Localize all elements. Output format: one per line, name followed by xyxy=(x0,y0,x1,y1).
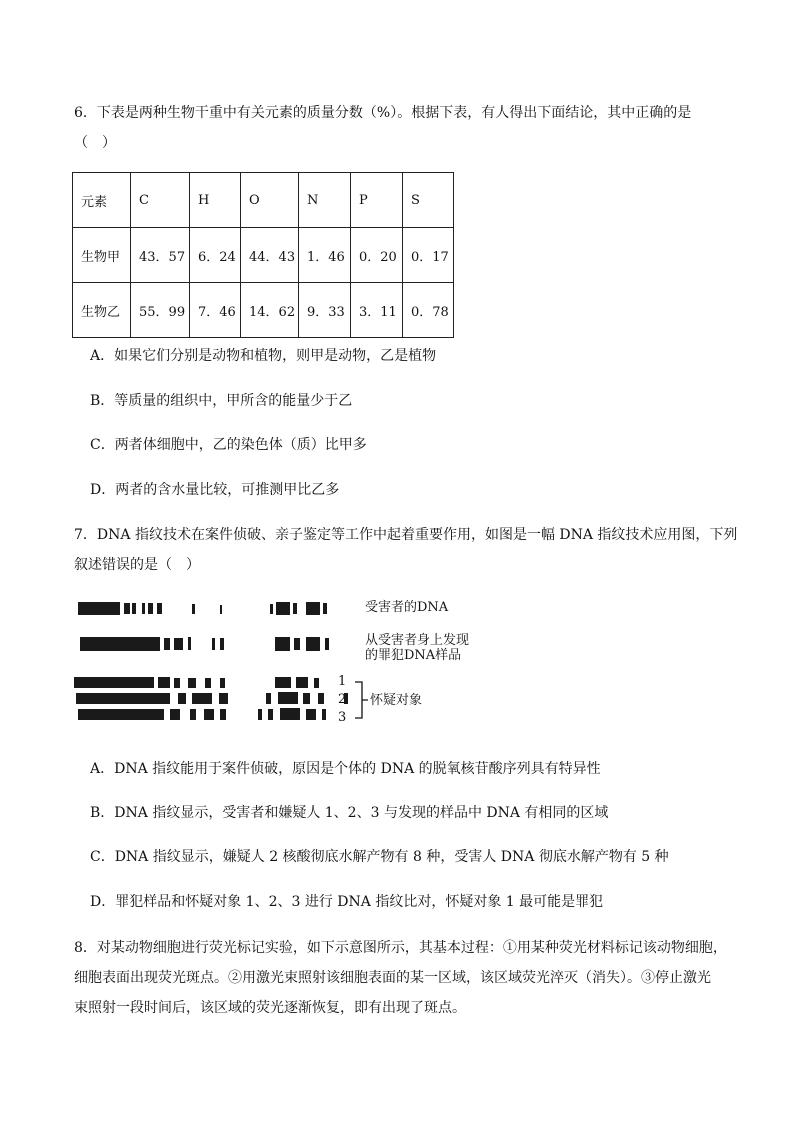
table-cell: 0．20 xyxy=(351,228,403,283)
sample-label-line2: 的罪犯DNA样品 xyxy=(365,648,462,663)
q7-option-a: A．DNA 指纹能用于案件侦破，原因是个体的 DNA 的脱氧核苷酸序列具有特异性 xyxy=(90,761,601,777)
q6-option-c: C．两者体细胞中，乙的染色体（质）比甲多 xyxy=(90,437,367,453)
q6-stem-line2: （ ） xyxy=(74,135,116,151)
table-cell: H xyxy=(190,173,241,228)
table-cell: N xyxy=(299,173,351,228)
sample-band-row xyxy=(80,637,329,651)
victim-dna-label: 受害者的DNA xyxy=(365,600,449,615)
victim-band-row xyxy=(78,602,327,615)
q6-stem-line1: 6．下表是两种生物干重中有关元素的质量分数（%）。根据下表，有人得出下面结论，其中正确的是 xyxy=(74,105,692,121)
table-cell: C xyxy=(131,173,190,228)
suspect-number-3: 3 xyxy=(338,710,347,725)
suspect-label: 怀疑对象 xyxy=(370,693,423,708)
table-cell: 0．17 xyxy=(403,228,454,283)
q6-option-a: A．如果它们分别是动物和植物，则甲是动物，乙是植物 xyxy=(90,348,437,364)
table-cell: 44．43 xyxy=(241,228,299,283)
table-cell: 0．78 xyxy=(403,283,454,338)
table-cell: O xyxy=(241,173,299,228)
table-cell: 1．46 xyxy=(299,228,351,283)
table-row xyxy=(73,283,454,338)
table-cell: P xyxy=(351,173,403,228)
table-row xyxy=(73,228,454,283)
suspect-band-rows xyxy=(74,677,348,720)
table-header-row xyxy=(73,173,454,228)
table-cell: 6．24 xyxy=(190,228,241,283)
table-cell: 7．46 xyxy=(190,283,241,338)
table-cell: 43．57 xyxy=(131,228,190,283)
table-cell: 14．62 xyxy=(241,283,299,338)
q8-line2: 细胞表面出现荧光斑点。②用激光束照射该细胞表面的某一区域，该区域荧光淬灭（消失）。③停止激光 xyxy=(74,970,711,986)
table-cell: 3．11 xyxy=(351,283,403,338)
q7-option-b: B．DNA 指纹显示，受害者和嫌疑人 1、2、3 与发现的样品中 DNA 有相同的区域 xyxy=(90,805,609,821)
q6-option-b: B．等质量的组织中，甲所含的能量少于乙 xyxy=(90,393,353,409)
suspect-number-2: 2 xyxy=(338,692,347,707)
q8-line3: 束照射一段时间后，该区域的荧光逐渐恢复，即有出现了斑点。 xyxy=(74,1000,466,1016)
dna-fingerprint-figure xyxy=(70,592,490,732)
table-cell: 9．33 xyxy=(299,283,351,338)
suspect-number-1: 1 xyxy=(338,674,347,689)
q7-option-d: D．罪犯样品和怀疑对象 1、2、3 进行 DNA 指纹比对，怀疑对象 1 最可能是罪犯 xyxy=(90,894,604,910)
table-cell: 生物甲 xyxy=(73,228,131,283)
q8-line1: 8．对某动物细胞进行荧光标记实验，如下示意图所示，其基本过程：①用某种荧光材料标记该动物细胞， xyxy=(74,940,727,956)
q7-option-c: C．DNA 指纹显示，嫌疑人 2 核酸彻底水解产物有 8 种，受害人 DNA 彻底水解产物有 5 种 xyxy=(90,849,669,865)
q6-option-d: D．两者的含水量比较，可推测甲比乙多 xyxy=(90,482,340,498)
table-cell: S xyxy=(403,173,454,228)
suspect-bracket xyxy=(355,682,368,718)
table-cell: 55．99 xyxy=(131,283,190,338)
q7-stem-line1: 7．DNA 指纹技术在案件侦破、亲子鉴定等工作中起着重要作用，如图是一幅 DNA 指纹技术应用图，下列 xyxy=(74,527,738,543)
element-table xyxy=(72,172,454,338)
sample-label-line1: 从受害者身上发现 xyxy=(365,633,470,648)
table-cell: 生物乙 xyxy=(73,283,131,338)
table-cell: 元素 xyxy=(73,173,131,228)
q7-stem-line2: 叙述错误的是（ ） xyxy=(74,557,200,573)
